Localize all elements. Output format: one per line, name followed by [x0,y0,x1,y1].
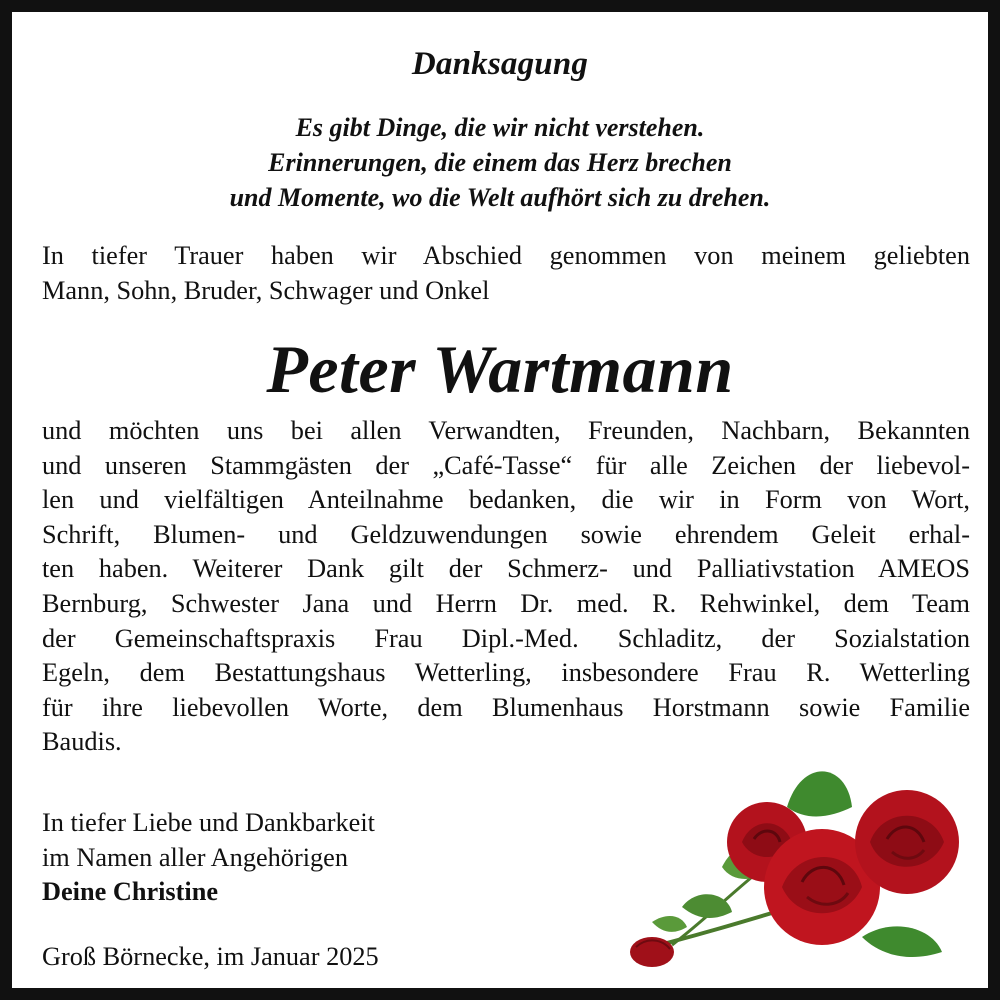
body-line: für ihre liebevollen Worte, dem Blumenhaus Horstmann sowie Familie [42,692,970,722]
body-line: und unseren Stammgästen der „Café-Tasse“ für alle Zeichen der liebevol- [42,450,970,480]
body-line: Baudis. [42,727,122,757]
place-date: Groß Börnecke, im Januar 2025 [42,942,379,971]
notice-title: Danksagung [411,46,589,82]
poem-line: Es gibt Dinge, die wir nicht verstehen. [295,113,705,142]
deceased-name: Peter Wartmann [266,331,734,407]
body-line: Egeln, dem Bestattungshaus Wetterling, insbesondere Frau R. Wetterling [42,658,970,688]
signer-name: Deine Christine [42,877,219,907]
body-line: Schrift, Blumen- und Geldzuwendungen sowie ehrendem Geleit erhal- [42,519,970,549]
body-line: Bernburg, Schwester Jana und Herrn Dr. med. R. Rehwinkel, dem Team [42,588,970,618]
closing-line: im Namen aller Angehörigen [42,842,348,872]
body-line: und möchten uns bei allen Verwandten, Freunden, Nachbarn, Bekannten [42,416,970,445]
closing-line: In tiefer Liebe und Dankbarkeit [42,808,375,837]
thanks-paragraph [42,414,970,760]
intro-paragraph [42,239,970,308]
intro-line: In tiefer Trauer haben wir Abschied genommen von meinem geliebten [42,241,970,270]
body-line: der Gemeinschaftspraxis Frau Dipl.-Med. Schladitz, der Sozialstation [42,623,970,653]
red-roses-icon [612,747,972,972]
poem-line: Erinnerungen, die einem das Herz brechen [268,148,732,177]
closing-block [42,806,375,910]
body-line: len und vielfältigen Anteilnahme bedanken, die wir in Form von Wort, [42,485,970,515]
poem [12,110,988,215]
intro-line: Mann, Sohn, Bruder, Schwager und Onkel [42,275,490,305]
body-line: ten haben. Weiterer Dank gilt der Schmerz- und Palliativstation AMEOS [42,554,970,584]
poem-line: und Momente, wo die Welt aufhört sich zu drehen. [229,183,771,212]
